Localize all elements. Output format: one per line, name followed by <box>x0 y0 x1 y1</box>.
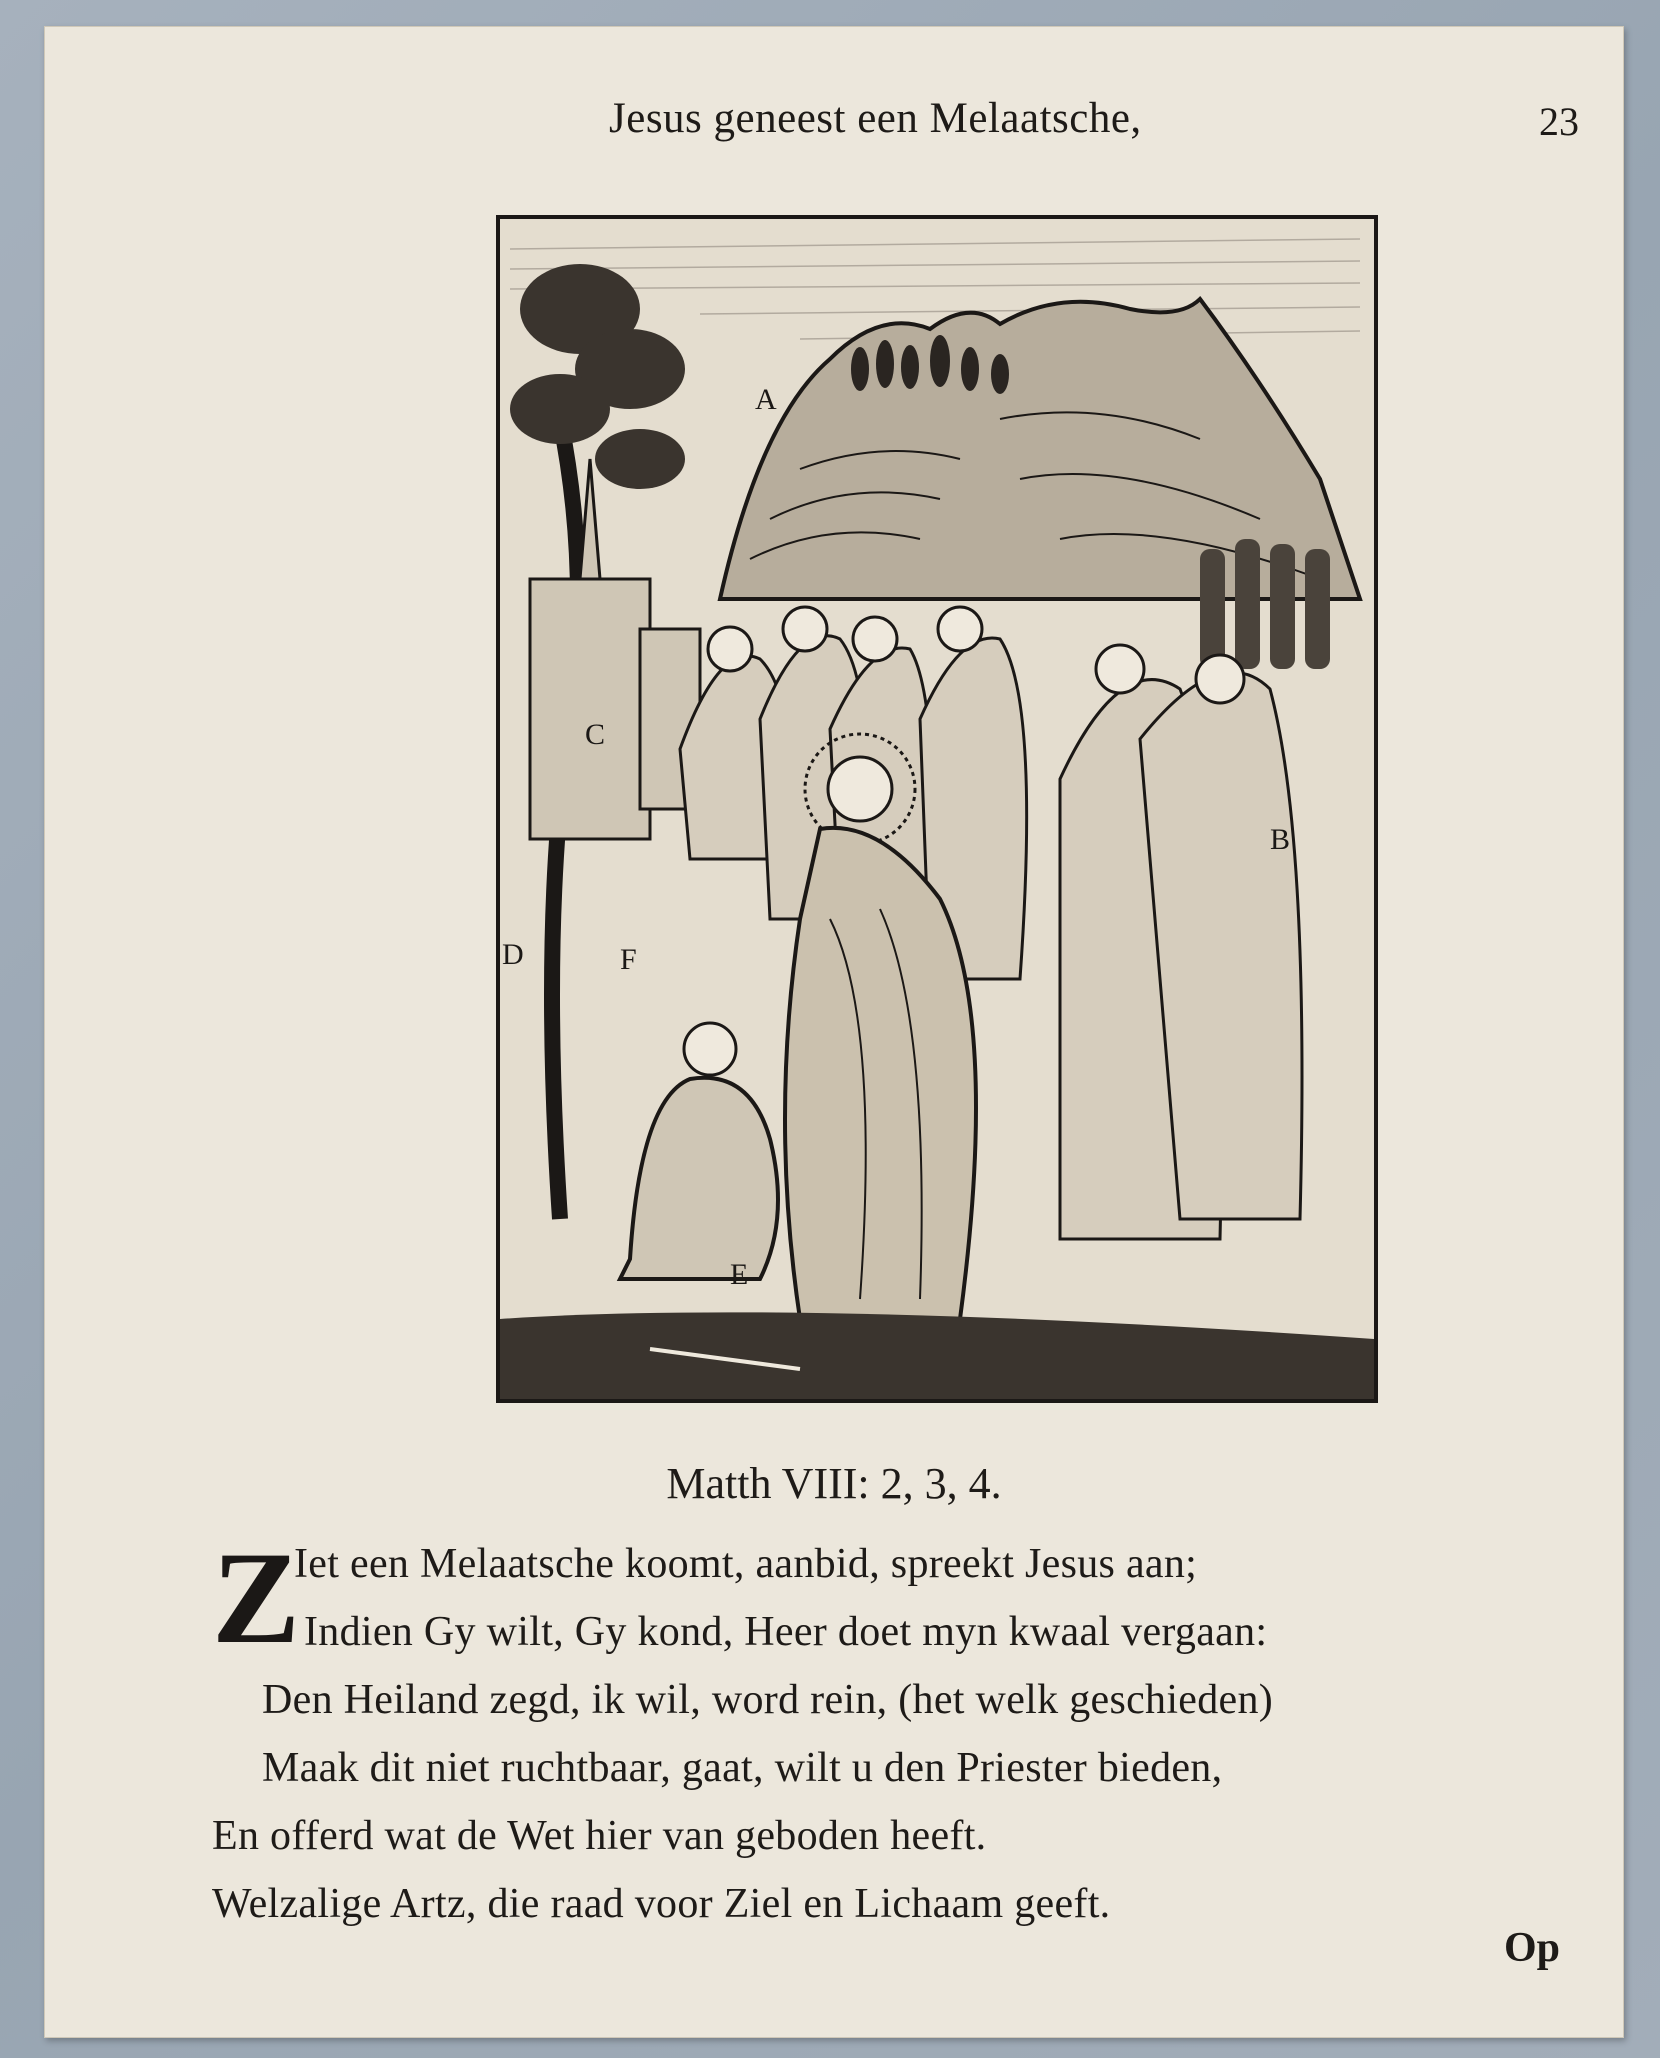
verse-line-1: Iet een Melaatsche koomt, aanbid, spreekt Jesus aan; <box>294 1541 1198 1587</box>
verse-line-6: Welzalige Artz, die raad voor Ziel en Lichaam geeft. <box>212 1881 1111 1927</box>
verse-line-3: Den Heiland zegd, ik wil, word rein, (het welk geschieden) <box>262 1677 1274 1723</box>
marker-letter-b: B <box>1270 823 1291 856</box>
book-page <box>44 26 1624 2038</box>
scripture-caption: Matth VIII: 2, 3, 4. <box>666 1459 1002 1508</box>
drop-cap: Z <box>212 1524 301 1671</box>
verse-line-2: Indien Gy wilt, Gy kond, Heer doet myn kwaal vergaan: <box>304 1609 1268 1655</box>
page-number: 23 <box>1539 99 1579 144</box>
catchword: Op <box>1504 1925 1561 1971</box>
verse-line-4: Maak dit niet ruchtbaar, gaat, wilt u den Priester bieden, <box>262 1745 1223 1791</box>
woodcut-illustration <box>496 215 1378 1403</box>
woodcut-drawing <box>500 219 1374 1399</box>
marker-letter-a: A <box>755 383 777 416</box>
marker-letter-f: F <box>620 943 637 976</box>
marker-letter-d: D <box>502 938 524 971</box>
marker-letter-c: C <box>585 718 606 751</box>
marker-letter-e: E <box>730 1258 749 1291</box>
verse-line-5: En offerd wat de Wet hier van geboden heeft. <box>212 1813 987 1859</box>
running-head: Jesus geneest een Melaatsche, <box>609 95 1142 142</box>
